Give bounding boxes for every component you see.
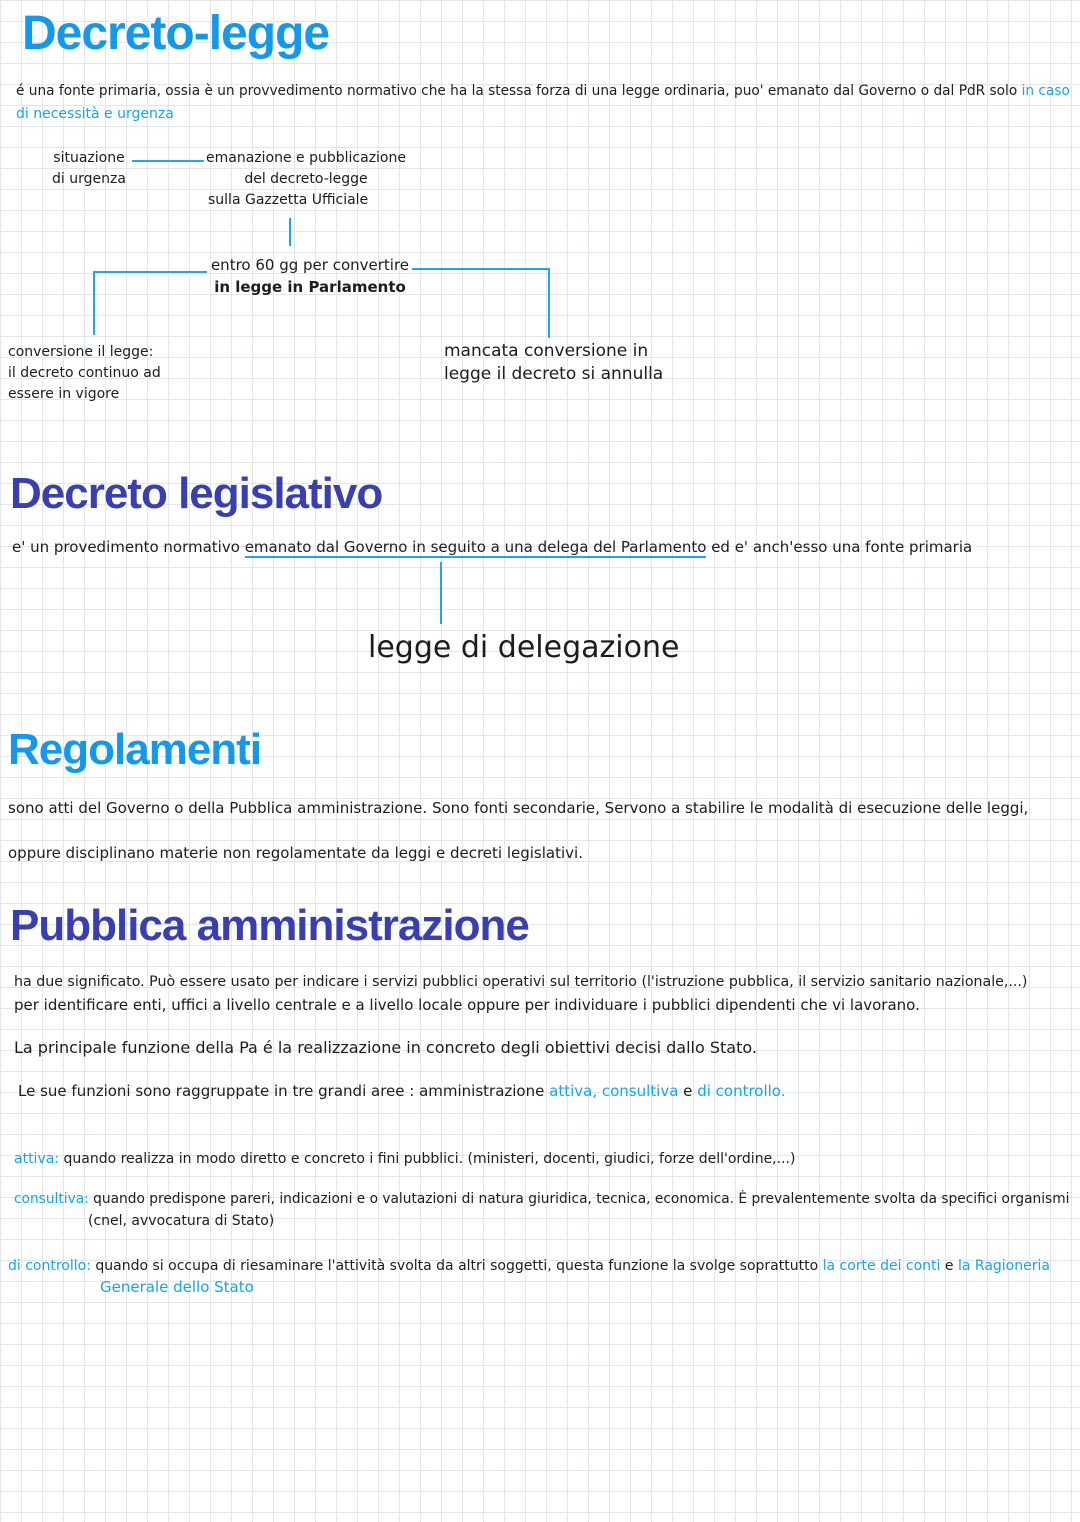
connector-situazione-emanazione — [132, 160, 204, 162]
attiva-text: quando realizza in modo diretto e concreto i fini pubblici. (ministeri, docenti, giudici, forze dell'ordine,...) — [63, 1151, 796, 1167]
node-emanazione-line-2: del decreto-legge — [244, 171, 368, 187]
dl-text-a: e' un provedimento normativo — [12, 538, 240, 556]
node-situazione-line-1: situazione — [53, 150, 125, 166]
controllo-corte-conti: la corte dei conti — [822, 1258, 941, 1274]
decreto-legge-intro-line-1 — [16, 80, 1070, 102]
node-situazione-line-2: di urgenza — [52, 171, 126, 187]
pa-p1-line-2: per identificare enti, uffici a livello centrale e a livello locale oppure per individuare i pubblici dipendenti che vi lavorano. — [14, 996, 920, 1014]
decreto-legislativo-title: Decreto legislativo — [10, 469, 383, 518]
connector-delega — [440, 562, 442, 624]
node-conversione-line-2: il decreto continuo ad — [8, 365, 161, 381]
node-conversione-line-1: conversione il legge: — [8, 344, 154, 360]
pa-attiva — [14, 1148, 795, 1170]
pa-p3-and: e — [683, 1082, 693, 1100]
consultiva-text-1: quando predispone pareri, indicazioni e o valutazioni di natura giuridica, tecnica, economica. È prevalentemente svolta da specifici organismi — [93, 1191, 1070, 1207]
connector-emanazione-entro — [289, 218, 291, 246]
intro-highlight: in caso — [1021, 83, 1070, 99]
node-emanazione-line-1: emanazione e pubblicazione — [206, 150, 406, 166]
pa-controllo-line-2: Generale dello Stato — [100, 1278, 254, 1296]
pa-p3-a: Le sue funzioni sono raggruppate in tre grandi aree : amministrazione — [18, 1082, 545, 1100]
controllo-and: e — [944, 1258, 954, 1274]
regolamenti-title: Regolamenti — [8, 725, 262, 774]
decreto-legislativo-text — [12, 536, 972, 558]
controllo-label: di controllo: — [8, 1258, 91, 1274]
node-mancata-line-1: mancata conversione in — [444, 341, 649, 361]
node-legge-delegazione: legge di delegazione — [368, 630, 680, 665]
attiva-label: attiva: — [14, 1151, 60, 1167]
node-entro-line-2: in legge in Parlamento — [214, 278, 406, 296]
connector-entro-left — [93, 271, 207, 273]
node-mancata — [444, 340, 663, 386]
connector-entro-right — [412, 268, 550, 270]
pa-p3 — [18, 1080, 786, 1102]
pa-p2: La principale funzione della Pa é la realizzazione in concreto degli obiettivi decisi dallo Stato. — [14, 1038, 757, 1057]
node-entro — [210, 254, 410, 298]
node-emanazione-line-3: sulla Gazzetta Ufficiale — [208, 192, 369, 208]
decreto-legge-title: Decreto-legge — [22, 7, 330, 60]
node-conversione-line-3: essere in vigore — [8, 386, 120, 402]
consultiva-label: consultiva: — [14, 1191, 89, 1207]
node-mancata-line-2: legge il decreto si annulla — [444, 364, 664, 384]
regolamenti-line-2: oppure disciplinano materie non regolamentate da leggi e decreti legislativi. — [8, 844, 583, 862]
pa-p3-controllo: di controllo. — [697, 1082, 786, 1100]
node-emanazione — [206, 148, 406, 211]
decreto-legge-intro-line-2: di necessità e urgenza — [16, 106, 174, 122]
pa-p3-attiva-consultiva: attiva, consultiva — [549, 1082, 679, 1100]
dl-text-underlined: emanato dal Governo in seguito a una delega del Parlamento — [244, 538, 707, 556]
node-conversione — [8, 342, 161, 405]
node-situazione — [44, 148, 134, 190]
pa-p1-line-1: ha due significato. Può essere usato per indicare i servizi pubblici operativi sul territorio (l'istruzione pubblica, il servizio sanitario nazionale,...) — [14, 974, 1028, 990]
connector-right-down — [548, 268, 550, 338]
pa-consultiva — [14, 1188, 1069, 1210]
pa-controllo — [8, 1255, 1050, 1277]
node-entro-line-1: entro 60 gg per convertire — [210, 256, 410, 274]
pa-title-text: Pubblica amministrazione — [10, 901, 529, 950]
pa-title — [10, 896, 529, 956]
pa-consultiva-line-2: (cnel, avvocatura di Stato) — [88, 1213, 275, 1229]
regolamenti-line-1: sono atti del Governo o della Pubblica amministrazione. Sono fonti secondarie, Servono a stabilire le modalità di esecuzione delle leggi, — [8, 799, 1029, 817]
connector-left-down — [93, 271, 95, 335]
intro-text: é una fonte primaria, ossia è un provvedimento normativo che ha la stessa forza di una legge ordinaria, puo' emanato dal Governo o dal PdR solo — [16, 83, 1018, 99]
dl-text-c: ed e' anch'esso una fonte primaria — [711, 538, 973, 556]
controllo-text: quando si occupa di riesaminare l'attività svolta da altri soggetti, questa funzione la svolge soprattutto — [95, 1258, 819, 1274]
controllo-ragioneria: la Ragioneria — [957, 1258, 1050, 1274]
